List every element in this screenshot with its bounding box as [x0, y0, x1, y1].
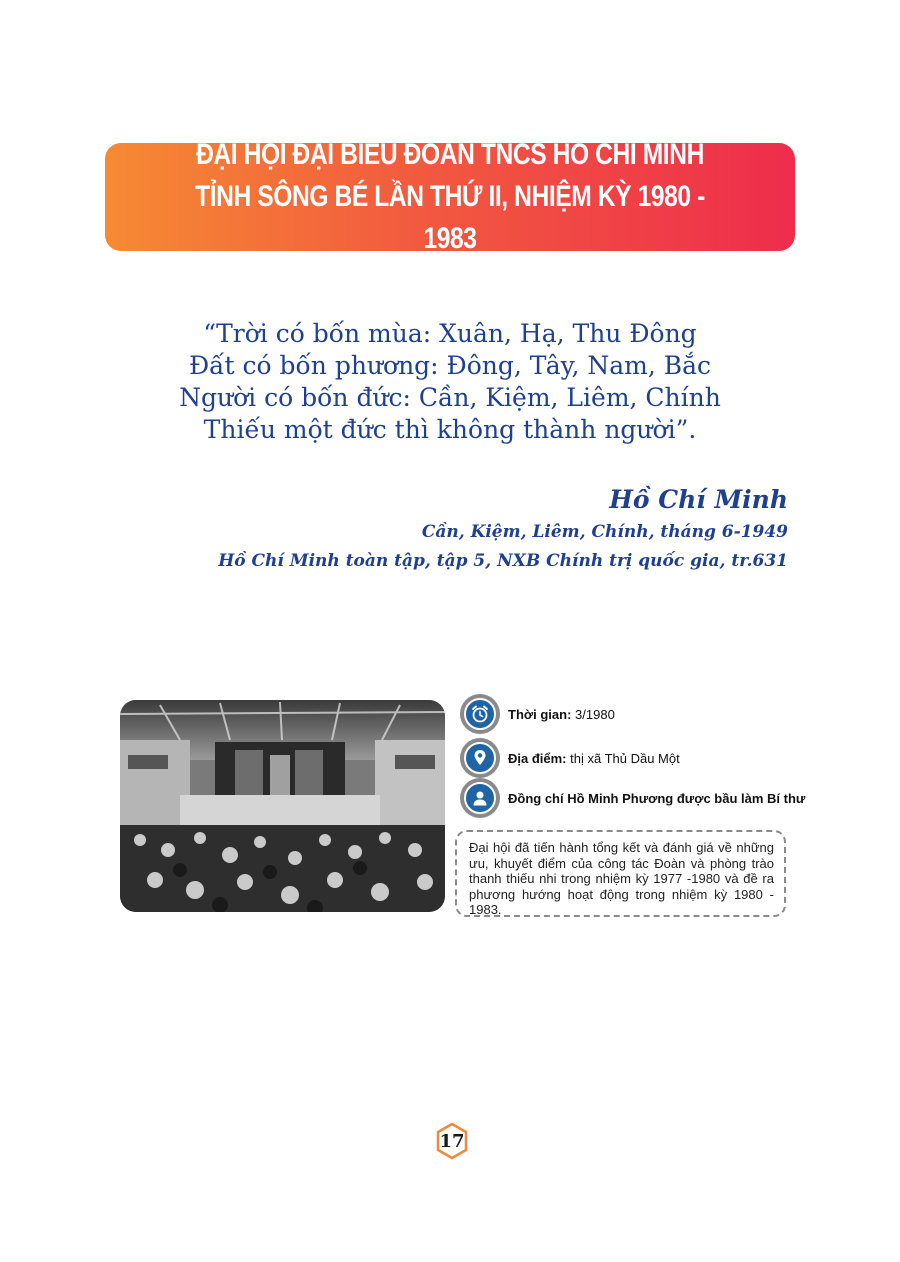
congress-photo	[120, 700, 445, 912]
quote-citation	[218, 482, 788, 576]
title-line-1: ĐẠI HỘI ĐẠI BIỂU ĐOÀN TNCS HỒ CHÍ MINH	[196, 138, 704, 171]
person-text: Đồng chí Hồ Minh Phương được bầu làm Bí thư	[508, 790, 806, 806]
quote-line: Người có bốn đức: Cần, Kiệm, Liêm, Chính	[179, 383, 721, 412]
location-pin-icon	[460, 738, 500, 778]
place-value: thị xã Thủ Dầu Một	[570, 750, 680, 766]
description-box: Đại hội đã tiến hành tổng kết và đánh giá về những ưu, khuyết điểm của công tác Đoàn và phòng trào thanh thiếu nhi trong nhiệm kỳ 1977 -1980 và đề ra phương hướng hoạt động trong nhiệm kỳ 1980 - 1983.	[455, 830, 786, 917]
time-label: Thời gian:	[508, 706, 572, 722]
title-line-2: TỈNH SÔNG BÉ LẦN THỨ II, NHIỆM KỲ 1980 - 1983	[195, 180, 705, 255]
info-place	[460, 738, 680, 778]
time-value: 3/1980	[575, 706, 615, 722]
info-time	[460, 694, 615, 734]
alarm-clock-icon	[460, 694, 500, 734]
quote-line: Đất có bốn phương: Đông, Tây, Nam, Bắc	[188, 351, 711, 380]
place-label: Địa điểm:	[508, 750, 567, 766]
quote-line: Thiếu một đức thì không thành người”.	[203, 415, 697, 444]
quote-author: Hồ Chí Minh	[609, 485, 788, 514]
title-banner	[105, 138, 795, 255]
quote-line: “Trời có bốn mùa: Xuân, Hạ, Thu Đông	[203, 319, 697, 348]
person-icon	[460, 778, 500, 818]
quote-source-1: Cần, Kiệm, Liêm, Chính, tháng 6-1949	[421, 522, 788, 542]
quote-block	[100, 318, 800, 446]
page-number-badge	[435, 1122, 469, 1160]
quote-source-2: Hồ Chí Minh toàn tập, tập 5, NXB Chính trị quốc gia, tr.631	[218, 551, 788, 571]
page-number: 17	[439, 1130, 465, 1152]
info-person	[460, 778, 805, 818]
